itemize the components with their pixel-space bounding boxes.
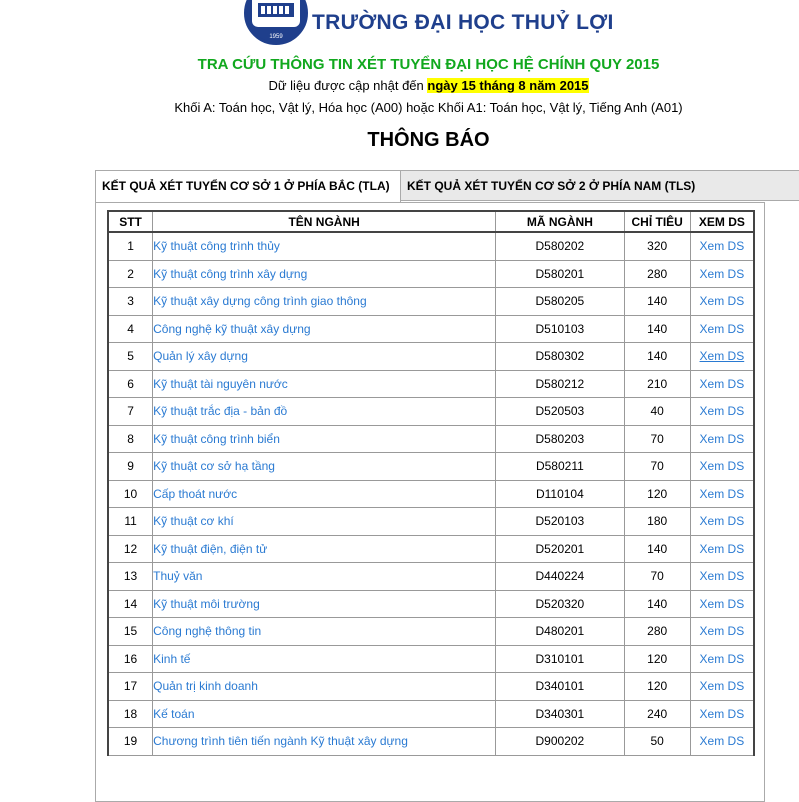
major-name-link-text[interactable]: Thuỷ văn [153, 569, 203, 584]
view-list-link-text[interactable]: Xem DS [699, 706, 745, 721]
table-row [108, 453, 754, 481]
tab-north-campus[interactable]: KẾT QUẢ XÉT TUYỂN CƠ SỞ 1 Ở PHÍA BẮC (TLA) [95, 170, 401, 203]
stt-cell-text: 15 [123, 624, 138, 639]
major-name-link[interactable] [153, 645, 496, 673]
view-list-link[interactable] [690, 728, 754, 756]
major-name-link[interactable] [153, 260, 496, 288]
stt-cell-text: 7 [127, 404, 134, 419]
view-list-link[interactable] [690, 370, 754, 398]
major-code-cell [496, 232, 624, 260]
view-list-link-text[interactable]: Xem DS [699, 294, 745, 309]
stt-cell [108, 398, 153, 426]
view-list-link-text[interactable]: Xem DS [699, 239, 745, 254]
quota-cell-text: 180 [647, 514, 668, 529]
major-code-cell-text: D580202 [535, 239, 585, 254]
view-list-link[interactable] [690, 480, 754, 508]
major-code-cell-text: D340101 [535, 679, 585, 694]
view-list-link-text[interactable]: Xem DS [699, 404, 745, 419]
major-name-link[interactable] [153, 535, 496, 563]
quota-cell [624, 618, 690, 646]
stt-cell-text: 3 [127, 294, 134, 309]
view-list-link[interactable] [690, 618, 754, 646]
table-row [108, 288, 754, 316]
stt-cell-text: 11 [124, 514, 137, 529]
major-code-cell [496, 480, 624, 508]
major-code-cell [496, 370, 624, 398]
stt-cell [108, 260, 153, 288]
notice-heading: THÔNG BÁO [367, 129, 490, 151]
major-name-link-text[interactable]: Quản trị kinh doanh [153, 679, 258, 694]
major-code-cell [496, 288, 624, 316]
table-row [108, 370, 754, 398]
stt-cell-text: 8 [127, 431, 134, 446]
quota-cell-text: 140 [647, 596, 668, 611]
major-name-link[interactable] [153, 398, 496, 426]
major-code-cell [496, 618, 624, 646]
major-code-cell [496, 535, 624, 563]
quota-cell-text: 120 [647, 679, 668, 694]
update-date: ngày 15 tháng 8 năm 2015 [427, 78, 589, 93]
quota-cell-text: 140 [647, 349, 668, 364]
major-code-cell [496, 590, 624, 618]
table-row [108, 618, 754, 646]
stt-cell [108, 232, 153, 260]
tab-south-campus[interactable]: KẾT QUẢ XÉT TUYỂN CƠ SỞ 2 Ở PHÍA NAM (TLS) [401, 170, 799, 201]
quota-cell [624, 370, 690, 398]
dam-icon [252, 0, 300, 27]
view-list-link[interactable] [690, 453, 754, 481]
quota-cell [624, 590, 690, 618]
view-list-link[interactable] [690, 232, 754, 260]
major-code-cell-text: D520103 [535, 514, 585, 529]
stt-cell-text: 2 [127, 266, 134, 281]
table-row [108, 590, 754, 618]
view-list-link[interactable] [690, 673, 754, 701]
view-list-link-text[interactable]: Xem DS [699, 596, 745, 611]
major-name-link-text[interactable]: Cấp thoát nước [153, 486, 238, 501]
table-row [108, 700, 754, 728]
quota-cell [624, 260, 690, 288]
major-name-link-text[interactable]: Công nghệ kỹ thuật xây dựng [153, 321, 311, 336]
stt-cell [108, 453, 153, 481]
major-name-link-text[interactable]: Kỹ thuật tài nguyên nước [153, 376, 288, 391]
major-code-cell-text: D580201 [535, 266, 585, 281]
stt-cell-text: 17 [123, 679, 138, 694]
major-code-cell [496, 343, 624, 371]
update-prefix: Dữ liệu được cập nhật đến [268, 78, 428, 93]
quota-cell [624, 425, 690, 453]
quota-cell-text: 240 [647, 706, 668, 721]
major-name-link-text[interactable]: Kỹ thuật môi trường [153, 596, 260, 611]
stt-cell-text: 16 [123, 651, 138, 666]
school-header [244, 0, 614, 46]
view-list-link[interactable] [690, 535, 754, 563]
page-title: TRA CỨU THÔNG TIN XÉT TUYỂN ĐẠI HỌC HỆ CHÍNH QUY 2015 [197, 56, 660, 73]
stt-cell [108, 370, 153, 398]
stt-cell [108, 425, 153, 453]
quota-cell [624, 728, 690, 756]
major-name-link[interactable] [153, 425, 496, 453]
major-code-cell-text: D520201 [535, 541, 585, 556]
stt-cell [108, 535, 153, 563]
view-list-link-text[interactable]: Xem DS [699, 514, 745, 529]
major-name-link-text[interactable]: Công nghệ thông tin [153, 624, 262, 639]
view-list-link-text[interactable]: Xem DS [699, 349, 745, 364]
stt-cell [108, 315, 153, 343]
major-name-link[interactable] [153, 480, 496, 508]
stt-cell [108, 480, 153, 508]
major-name-link[interactable] [153, 590, 496, 618]
table-row [108, 508, 754, 536]
view-list-link[interactable] [690, 260, 754, 288]
major-code-cell [496, 260, 624, 288]
stt-cell [108, 645, 153, 673]
table-row [108, 728, 754, 756]
header-stt: STT [108, 211, 153, 232]
quota-cell-text: 70 [650, 459, 664, 474]
major-name-link-text[interactable]: Kỹ thuật cơ sở hạ tầng [153, 459, 275, 474]
major-code-cell-text: D580211 [535, 459, 584, 474]
table-row [108, 563, 754, 591]
view-list-link[interactable] [690, 645, 754, 673]
view-list-link-text[interactable]: Xem DS [699, 569, 745, 584]
table-header-row [108, 211, 754, 232]
stt-cell [108, 673, 153, 701]
major-name-link-text[interactable]: Kỹ thuật trắc địa - bản đồ [153, 404, 288, 419]
stt-cell [108, 563, 153, 591]
table-row [108, 232, 754, 260]
major-name-link[interactable] [153, 288, 496, 316]
stt-cell [108, 288, 153, 316]
view-list-link-text[interactable]: Xem DS [699, 679, 745, 694]
major-name-link[interactable] [153, 563, 496, 591]
view-list-link-text[interactable]: Xem DS [699, 459, 745, 474]
major-name-link[interactable] [153, 618, 496, 646]
school-name: TRƯỜNG ĐẠI HỌC THUỶ LỢI [312, 11, 614, 34]
table-row [108, 260, 754, 288]
header-code: MÃ NGÀNH [496, 211, 624, 232]
header-view: XEM DS [690, 211, 754, 232]
view-list-link-text[interactable]: Xem DS [699, 321, 745, 336]
stt-cell-text: 10 [123, 486, 138, 501]
view-list-link[interactable] [690, 700, 754, 728]
major-name-link[interactable] [153, 370, 496, 398]
major-name-link-text[interactable]: Kỹ thuật điện, điện tử [153, 541, 268, 556]
major-code-cell [496, 315, 624, 343]
major-code-cell-text: D510103 [535, 321, 585, 336]
stt-cell-text: 4 [127, 321, 134, 336]
quota-cell [624, 343, 690, 371]
stt-cell-text: 19 [123, 734, 138, 749]
major-code-cell [496, 398, 624, 426]
major-name-link[interactable] [153, 728, 496, 756]
quota-cell [624, 645, 690, 673]
view-list-link-text[interactable]: Xem DS [699, 541, 745, 556]
stt-cell [108, 508, 153, 536]
quota-cell-text: 40 [650, 404, 664, 419]
quota-cell [624, 315, 690, 343]
quota-cell [624, 453, 690, 481]
view-list-link[interactable] [690, 343, 754, 371]
quota-cell-text: 280 [647, 624, 668, 639]
quota-cell [624, 232, 690, 260]
view-list-link[interactable] [690, 563, 754, 591]
stt-cell-text: 5 [127, 349, 134, 364]
table-row [108, 315, 754, 343]
quota-cell [624, 535, 690, 563]
table-row [108, 343, 754, 371]
view-list-link[interactable] [690, 315, 754, 343]
header-name: TÊN NGÀNH [153, 211, 496, 232]
table-row [108, 645, 754, 673]
major-code-cell-text: D580205 [535, 294, 585, 309]
major-name-link-text[interactable]: Kỹ thuật công trình xây dựng [153, 266, 308, 281]
major-name-link-text[interactable]: Kế toán [153, 706, 195, 721]
logo-year: 1959 [269, 34, 283, 40]
major-code-cell [496, 563, 624, 591]
quota-cell-text: 70 [650, 431, 664, 446]
quota-cell [624, 508, 690, 536]
major-name-link[interactable] [153, 508, 496, 536]
quota-cell-text: 50 [650, 734, 664, 749]
stt-cell-text: 14 [123, 596, 138, 611]
majors-table [107, 210, 755, 756]
quota-cell-text: 140 [647, 321, 668, 336]
major-code-cell [496, 508, 624, 536]
view-list-link-text[interactable]: Xem DS [699, 651, 745, 666]
quota-cell-text: 280 [647, 266, 668, 281]
view-list-link-text[interactable]: Xem DS [699, 266, 745, 281]
major-code-cell-text: D520503 [535, 404, 585, 419]
major-code-cell-text: D580302 [535, 349, 585, 364]
major-name-link[interactable] [153, 343, 496, 371]
view-list-link[interactable] [690, 425, 754, 453]
major-code-cell [496, 645, 624, 673]
stt-cell [108, 343, 153, 371]
major-name-link-text[interactable]: Kỹ thuật công trình biển [153, 431, 280, 446]
quota-cell-text: 120 [647, 486, 668, 501]
view-list-link-text[interactable]: Xem DS [699, 624, 745, 639]
quota-cell [624, 288, 690, 316]
stt-cell-text: 18 [123, 706, 138, 721]
quota-cell-text: 70 [650, 569, 664, 584]
stt-cell [108, 700, 153, 728]
quota-cell-text: 320 [647, 239, 668, 254]
major-code-cell-text: D580212 [535, 376, 585, 391]
major-code-cell-text: D520320 [535, 596, 585, 611]
major-code-cell-text: D900202 [535, 734, 585, 749]
stt-cell-text: 9 [127, 459, 134, 474]
stt-cell [108, 728, 153, 756]
quota-cell [624, 700, 690, 728]
view-list-link-text[interactable]: Xem DS [699, 486, 745, 501]
quota-cell [624, 398, 690, 426]
major-name-link-text[interactable]: Kỹ thuật cơ khí [153, 514, 234, 529]
view-list-link[interactable] [690, 508, 754, 536]
quota-cell-text: 140 [647, 541, 668, 556]
major-name-link-text[interactable]: Kỹ thuật công trình thủy [153, 239, 280, 254]
school-logo [244, 0, 308, 45]
major-name-link-text[interactable]: Quản lý xây dựng [153, 349, 248, 364]
stt-cell-text: 6 [127, 376, 134, 391]
major-code-cell-text: D440224 [535, 569, 585, 584]
major-name-link[interactable] [153, 700, 496, 728]
major-code-cell-text: D340301 [535, 706, 585, 721]
major-code-cell-text: D110104 [535, 486, 584, 501]
quota-cell-text: 140 [647, 294, 668, 309]
stt-cell-text: 12 [123, 541, 138, 556]
major-name-link-text[interactable]: Chương trình tiên tiến ngành Kỹ thuật xây dựng [153, 734, 408, 749]
table-row [108, 425, 754, 453]
view-list-link-text[interactable]: Xem DS [699, 734, 745, 749]
major-code-cell-text: D310101 [535, 651, 585, 666]
table-row [108, 480, 754, 508]
stt-cell-text: 13 [123, 569, 138, 584]
header-quota: CHỈ TIÊU [624, 211, 690, 232]
quota-cell [624, 480, 690, 508]
quota-cell [624, 673, 690, 701]
major-code-cell [496, 425, 624, 453]
major-name-link[interactable] [153, 453, 496, 481]
major-code-cell-text: D480201 [535, 624, 585, 639]
quota-cell-text: 210 [647, 376, 668, 391]
major-code-cell-text: D580203 [535, 431, 585, 446]
major-name-link[interactable] [153, 232, 496, 260]
table-row [108, 673, 754, 701]
view-list-link[interactable] [690, 590, 754, 618]
stt-cell [108, 590, 153, 618]
update-info [0, 78, 799, 93]
major-code-cell [496, 673, 624, 701]
quota-cell [624, 563, 690, 591]
major-code-cell [496, 728, 624, 756]
major-name-link[interactable] [153, 315, 496, 343]
major-name-link[interactable] [153, 673, 496, 701]
view-list-link[interactable] [690, 288, 754, 316]
major-code-cell [496, 700, 624, 728]
stt-cell-text: 1 [127, 239, 134, 254]
major-code-cell [496, 453, 624, 481]
stt-cell [108, 618, 153, 646]
subject-group-info: Khối A: Toán học, Vật lý, Hóa học (A00) hoặc Khối A1: Toán học, Vật lý, Tiếng Anh (A01) [174, 100, 683, 115]
view-list-link-text[interactable]: Xem DS [699, 376, 745, 391]
view-list-link[interactable] [690, 398, 754, 426]
view-list-link-text[interactable]: Xem DS [699, 431, 745, 446]
major-name-link-text[interactable]: Kinh tế [153, 651, 191, 666]
quota-cell-text: 120 [647, 651, 668, 666]
major-name-link-text[interactable]: Kỹ thuật xây dựng công trình giao thông [153, 294, 367, 309]
table-row [108, 398, 754, 426]
table-row [108, 535, 754, 563]
